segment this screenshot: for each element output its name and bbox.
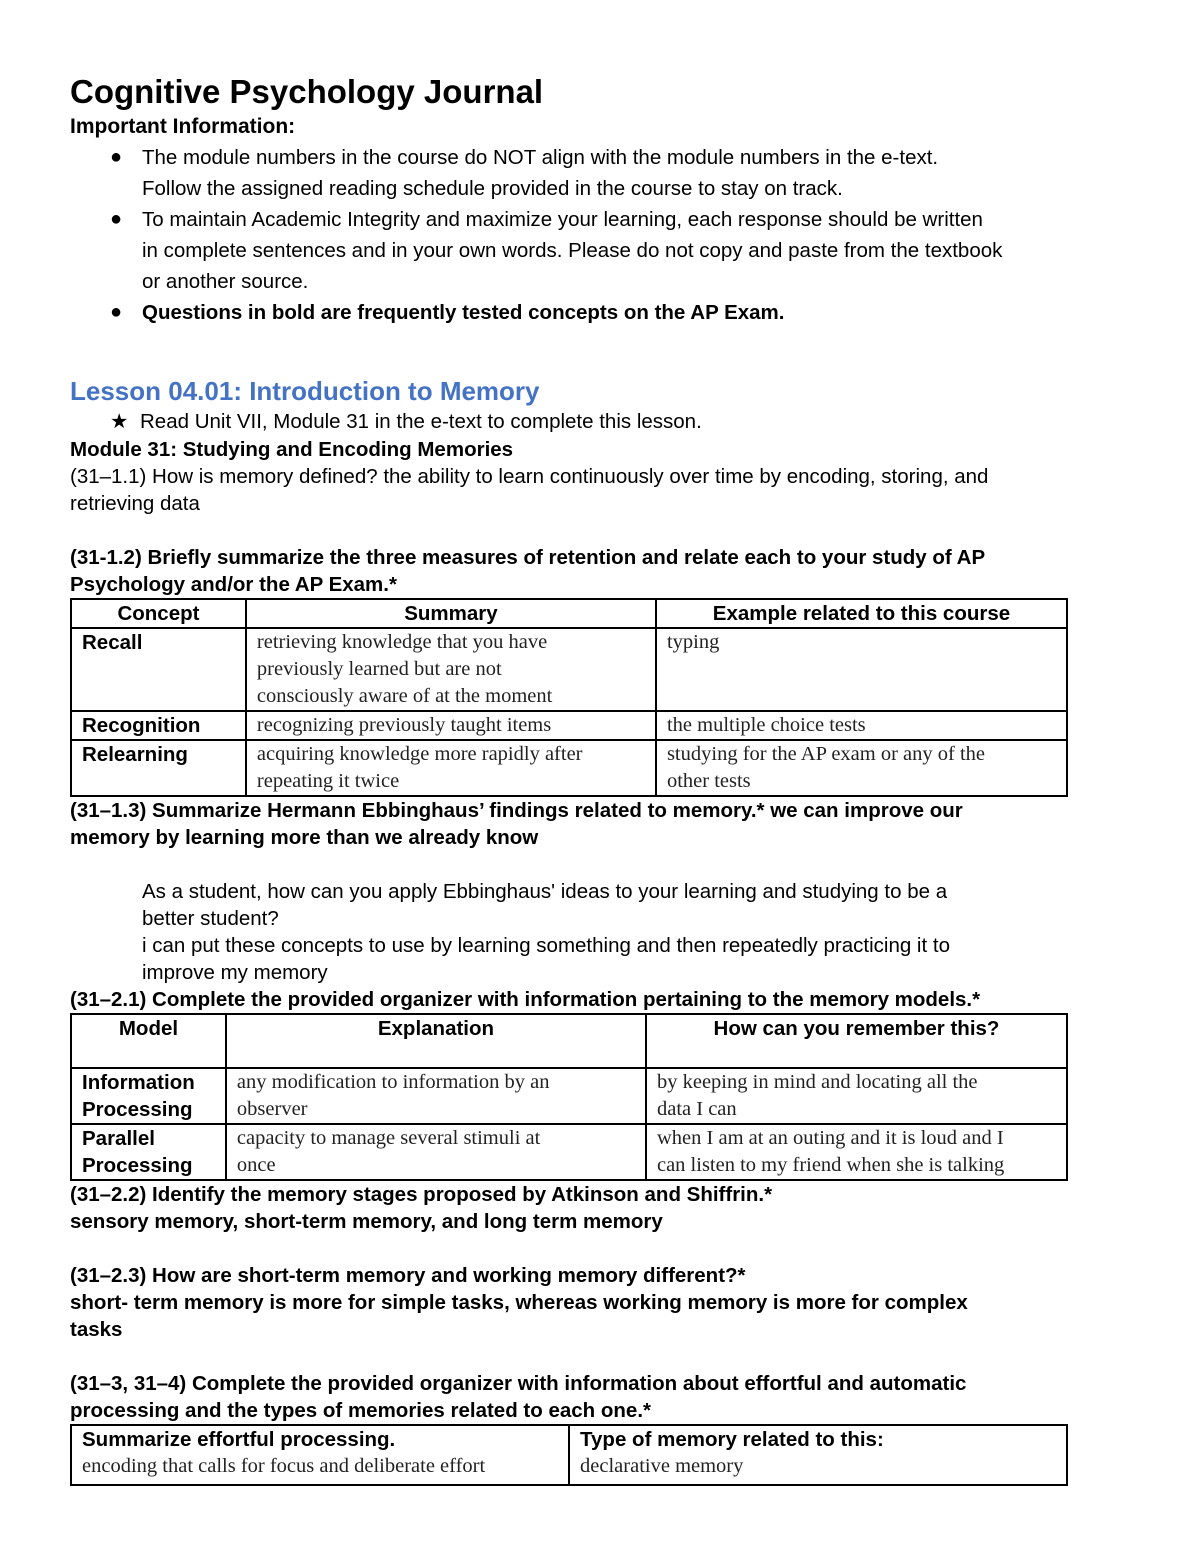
table-cell-summary: acquiring knowledge more rapidly after repeating it twice (246, 740, 656, 796)
table-cell-remember: when I am at an outing and it is loud and I can listen to my friend when she is talking (646, 1124, 1067, 1180)
bullet-item: ● To maintain Academic Integrity and maximize your learning, each response should be written in complete sentences and in your own words. Please do not copy and paste from the textbook or another source. (70, 204, 1130, 297)
table-cell-example: studying for the AP exam or any of the other tests (656, 740, 1067, 796)
table-row (71, 740, 1067, 796)
table-header: Model (71, 1014, 226, 1068)
table-row (71, 1425, 1067, 1485)
table-cell-memory-type: Type of memory related to this: declarative memory (569, 1425, 1067, 1485)
page-title: Cognitive Psychology Journal (70, 73, 544, 110)
reading-instruction: ★ Read Unit VII, Module 31 in the e-text to complete this lesson. (70, 408, 1130, 436)
table-cell-example: typing (656, 628, 1067, 711)
module-title: Module 31: Studying and Encoding Memories (70, 438, 514, 461)
table-cell-concept: Recall (71, 628, 246, 711)
question-31-2-3: (31–2.3) How are short-term memory and working memory different?* (70, 1264, 746, 1287)
retention-table (70, 598, 1068, 797)
table-header: Concept (71, 599, 246, 628)
bullet-item: ● The module numbers in the course do NOT align with the module numbers in the e-text. Follow the assigned reading schedule provided in the course to stay on track. (70, 142, 1130, 204)
question-31-1-2: (31-1.2) Briefly summarize the three measures of retention and relate each to your study of AP Psychology and/or the AP Exam.* (70, 546, 986, 596)
table-cell-explanation: capacity to manage several stimuli at once (226, 1124, 646, 1180)
table-cell-summary: retrieving knowledge that you have previously learned but are not consciously aware of at the moment (246, 628, 656, 711)
table-header: How can you remember this? (646, 1014, 1067, 1068)
table-header: Example related to this course (656, 599, 1067, 628)
important-info-list (70, 142, 1130, 328)
lesson-title: Lesson 04.01: Introduction to Memory (70, 376, 540, 406)
table-cell-explanation: any modification to information by an observer (226, 1068, 646, 1124)
table-cell-example: the multiple choice tests (656, 711, 1067, 740)
table-header: Summary (246, 599, 656, 628)
question-31-2-2: (31–2.2) Identify the memory stages proposed by Atkinson and Shiffrin.* (70, 1183, 773, 1206)
table-cell-summary: recognizing previously taught items (246, 711, 656, 740)
star-icon: ★ (110, 410, 129, 433)
question-31-1-3: (31–1.3) Summarize Hermann Ebbinghaus’ findings related to memory.* we can improve our memory by learning more than we already know (70, 799, 963, 849)
table-row (71, 711, 1067, 740)
ebbinghaus-application: As a student, how can you apply Ebbinghaus' ideas to your learning and studying to be a better student? i can put these concepts to use by learning something and then repeatedly practicing it to improve my memory (142, 880, 950, 984)
table-cell-concept: Recognition (71, 711, 246, 740)
document-page (70, 70, 1130, 1486)
processing-table (70, 1424, 1068, 1486)
table-cell-model: Parallel Processing (71, 1124, 226, 1180)
table-header-row (71, 1014, 1067, 1068)
table-row (71, 1124, 1067, 1180)
bullet-icon: ● (110, 208, 123, 230)
table-cell-concept: Relearning (71, 740, 246, 796)
memory-models-table (70, 1013, 1068, 1181)
table-cell-remember: by keeping in mind and locating all the data I can (646, 1068, 1067, 1124)
answer-31-2-3: short- term memory is more for simple tasks, whereas working memory is more for complex tasks (70, 1291, 968, 1341)
important-info-heading: Important Information: (70, 115, 296, 138)
table-row (71, 628, 1067, 711)
table-cell-model: Information Processing (71, 1068, 226, 1124)
question-31-2-1: (31–2.1) Complete the provided organizer with information pertaining to the memory models.* (70, 988, 981, 1011)
bullet-item: ● Questions in bold are frequently tested concepts on the AP Exam. (70, 297, 1130, 328)
question-31-1-1: (31–1.1) How is memory defined? the ability to learn continuously over time by encoding, storing, and retrieving data (70, 465, 989, 515)
answer-31-2-2: sensory memory, short-term memory, and long term memory (70, 1210, 663, 1233)
bullet-icon: ● (110, 301, 123, 323)
table-header: Explanation (226, 1014, 646, 1068)
table-cell-effortful: Summarize effortful processing. encoding that calls for focus and deliberate effort (71, 1425, 569, 1485)
table-row (71, 1068, 1067, 1124)
table-header-row (71, 599, 1067, 628)
bullet-icon: ● (110, 146, 123, 168)
question-31-3: (31–3, 31–4) Complete the provided organizer with information about effortful and automatic processing and the types of memories related to each one.* (70, 1372, 967, 1422)
